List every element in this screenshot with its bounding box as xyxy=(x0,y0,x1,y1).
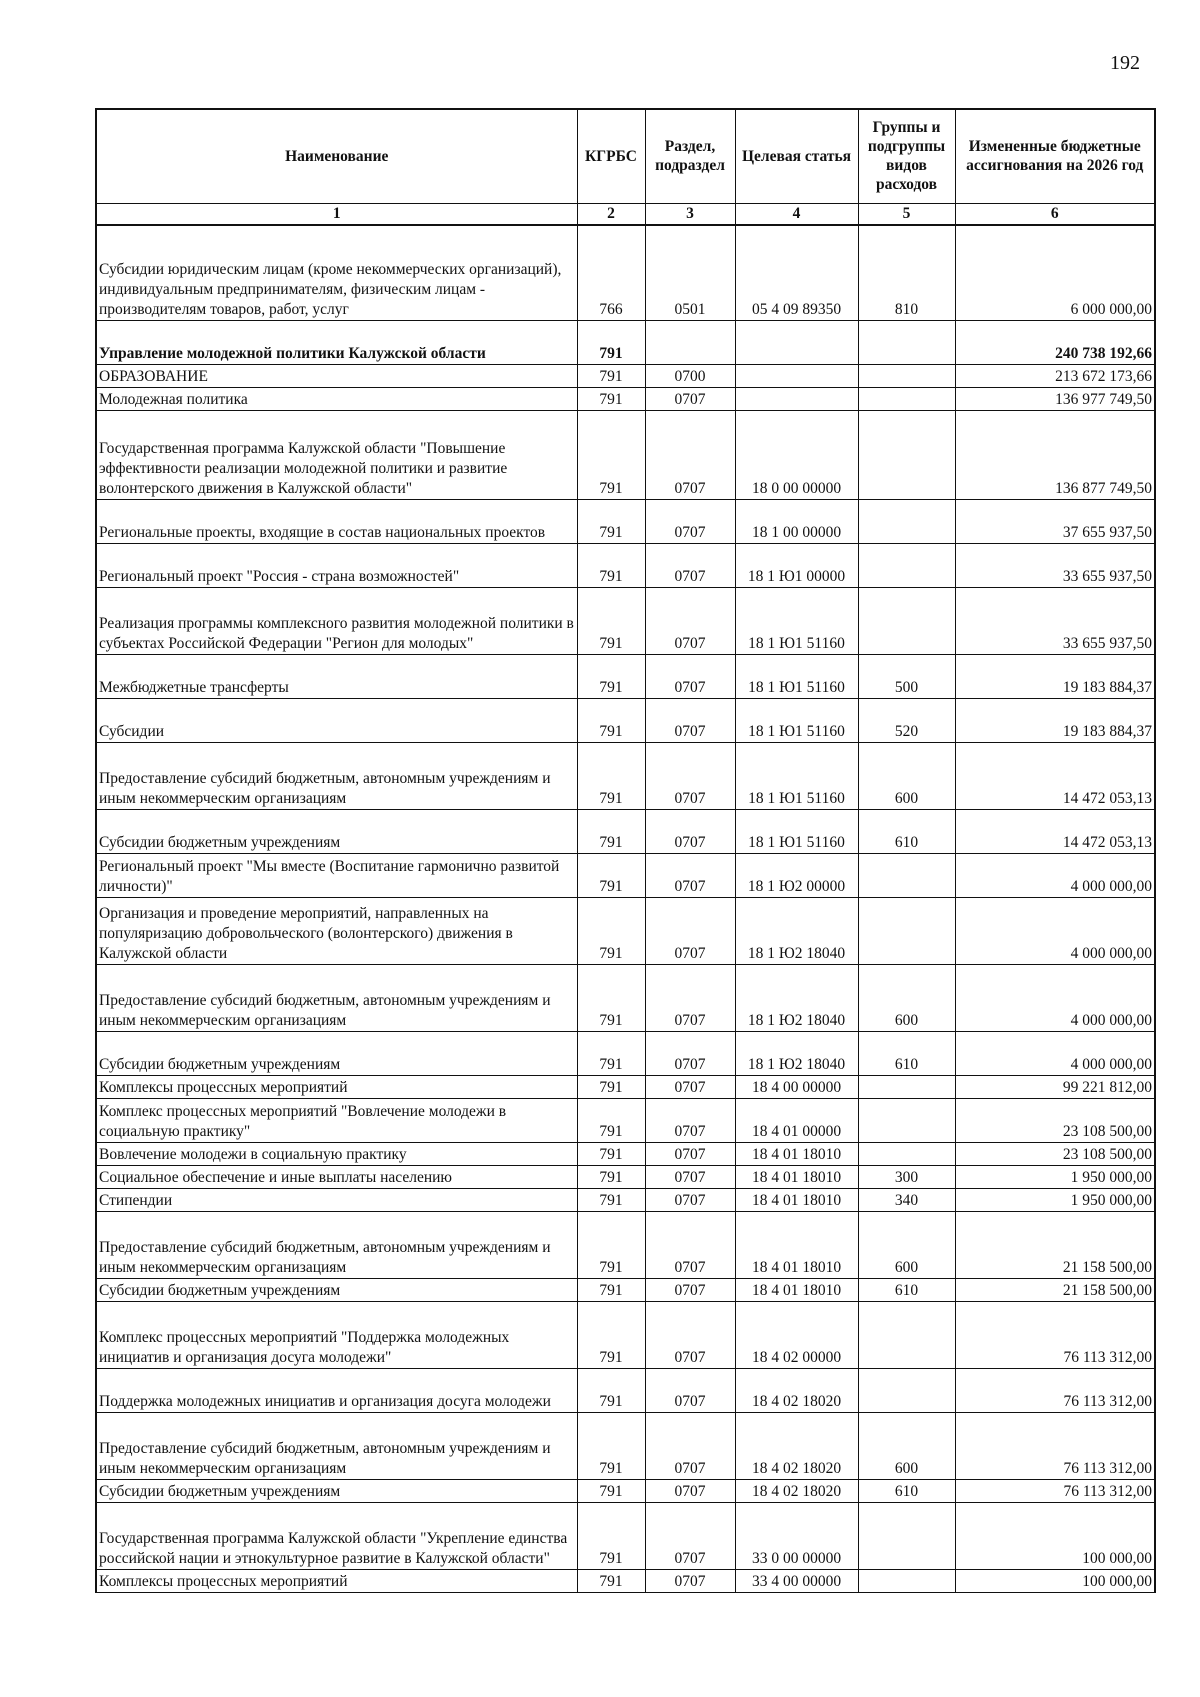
row-amount: 136 877 749,50 xyxy=(955,411,1155,500)
row-target: 18 4 01 18010 xyxy=(735,1189,858,1212)
row-name: Социальное обеспечение и иные выплаты населению xyxy=(96,1166,577,1189)
row-target: 18 4 01 18010 xyxy=(735,1166,858,1189)
table-row xyxy=(96,1166,1155,1189)
row-target: 18 4 02 18020 xyxy=(735,1480,858,1503)
row-section: 0707 xyxy=(645,1302,735,1369)
row-amount: 213 672 173,66 xyxy=(955,365,1155,388)
row-amount: 76 113 312,00 xyxy=(955,1413,1155,1480)
row-amount: 33 655 937,50 xyxy=(955,588,1155,655)
row-amount: 21 158 500,00 xyxy=(955,1212,1155,1279)
row-kgrbs: 791 xyxy=(577,388,645,411)
row-name: Государственная программа Калужской области "Укрепление единства российской нации и этнокультурное развитие в Калужской области" xyxy=(96,1503,577,1570)
row-name: Предоставление субсидий бюджетным, автономным учреждениям и иным некоммерческим организациям xyxy=(96,1212,577,1279)
row-name: Региональный проект "Россия - страна возможностей" xyxy=(96,544,577,588)
row-section: 0707 xyxy=(645,965,735,1032)
row-kgrbs: 791 xyxy=(577,898,645,965)
row-amount: 76 113 312,00 xyxy=(955,1302,1155,1369)
row-kgrbs: 791 xyxy=(577,1302,645,1369)
table-row xyxy=(96,1302,1155,1369)
row-section: 0707 xyxy=(645,588,735,655)
row-kgrbs: 791 xyxy=(577,854,645,898)
row-group xyxy=(858,1099,955,1143)
row-amount: 1 950 000,00 xyxy=(955,1189,1155,1212)
col-number: 2 xyxy=(577,203,645,225)
row-kgrbs: 791 xyxy=(577,1480,645,1503)
row-target: 18 4 01 00000 xyxy=(735,1099,858,1143)
row-group: 500 xyxy=(858,655,955,699)
row-section: 0707 xyxy=(645,500,735,544)
row-group: 610 xyxy=(858,1480,955,1503)
row-kgrbs: 791 xyxy=(577,1212,645,1279)
row-kgrbs: 791 xyxy=(577,544,645,588)
row-name: Комплекс процессных мероприятий "Поддержка молодежных инициатив и организация досуга молодежи" xyxy=(96,1302,577,1369)
row-group xyxy=(858,1369,955,1413)
table-row xyxy=(96,1143,1155,1166)
row-kgrbs: 791 xyxy=(577,500,645,544)
row-section: 0707 xyxy=(645,1143,735,1166)
row-group: 600 xyxy=(858,1212,955,1279)
header-kgrbs: КГРБС xyxy=(577,109,645,203)
row-target: 18 1 Ю1 51160 xyxy=(735,588,858,655)
row-amount: 4 000 000,00 xyxy=(955,898,1155,965)
row-section: 0707 xyxy=(645,743,735,810)
row-target: 18 1 Ю1 51160 xyxy=(735,655,858,699)
row-target xyxy=(735,365,858,388)
row-amount: 1 950 000,00 xyxy=(955,1166,1155,1189)
row-kgrbs: 791 xyxy=(577,1143,645,1166)
row-section: 0707 xyxy=(645,1369,735,1413)
row-name: Предоставление субсидий бюджетным, автономным учреждениям и иным некоммерческим организациям xyxy=(96,743,577,810)
row-section: 0707 xyxy=(645,1413,735,1480)
table-row xyxy=(96,1032,1155,1076)
col-number: 1 xyxy=(96,203,577,225)
row-section: 0707 xyxy=(645,1570,735,1593)
row-group: 810 xyxy=(858,225,955,321)
table-row xyxy=(96,1570,1155,1593)
table-row xyxy=(96,1189,1155,1212)
row-kgrbs: 791 xyxy=(577,365,645,388)
row-name: Поддержка молодежных инициатив и организация досуга молодежи xyxy=(96,1369,577,1413)
row-name: Предоставление субсидий бюджетным, автономным учреждениям и иным некоммерческим организациям xyxy=(96,965,577,1032)
row-group: 300 xyxy=(858,1166,955,1189)
row-kgrbs: 791 xyxy=(577,1413,645,1480)
row-kgrbs: 791 xyxy=(577,411,645,500)
row-kgrbs: 791 xyxy=(577,1032,645,1076)
row-target: 18 1 Ю2 18040 xyxy=(735,1032,858,1076)
row-name: Комплексы процессных мероприятий xyxy=(96,1570,577,1593)
row-kgrbs: 791 xyxy=(577,1279,645,1302)
row-group xyxy=(858,365,955,388)
row-group: 610 xyxy=(858,1032,955,1076)
row-section: 0707 xyxy=(645,1189,735,1212)
row-name: Комплексы процессных мероприятий xyxy=(96,1076,577,1099)
table-row xyxy=(96,965,1155,1032)
row-kgrbs: 766 xyxy=(577,225,645,321)
row-target: 18 4 02 18020 xyxy=(735,1369,858,1413)
row-kgrbs: 791 xyxy=(577,588,645,655)
table-row xyxy=(96,225,1155,321)
row-group: 610 xyxy=(858,1279,955,1302)
row-group xyxy=(858,1076,955,1099)
row-kgrbs: 791 xyxy=(577,1189,645,1212)
header-target: Целевая статья xyxy=(735,109,858,203)
row-amount: 19 183 884,37 xyxy=(955,655,1155,699)
row-section: 0707 xyxy=(645,854,735,898)
table-row xyxy=(96,588,1155,655)
row-kgrbs: 791 xyxy=(577,1166,645,1189)
row-amount: 14 472 053,13 xyxy=(955,810,1155,854)
table-row xyxy=(96,810,1155,854)
row-group xyxy=(858,1570,955,1593)
table-row xyxy=(96,1099,1155,1143)
row-name: Региональные проекты, входящие в состав национальных проектов xyxy=(96,500,577,544)
row-kgrbs: 791 xyxy=(577,1570,645,1593)
table-row xyxy=(96,1369,1155,1413)
row-name: Вовлечение молодежи в социальную практику xyxy=(96,1143,577,1166)
row-target: 18 1 Ю2 18040 xyxy=(735,965,858,1032)
row-target: 18 1 Ю1 00000 xyxy=(735,544,858,588)
row-name: Субсидии бюджетным учреждениям xyxy=(96,1279,577,1302)
row-section: 0707 xyxy=(645,1212,735,1279)
row-name: Субсидии бюджетным учреждениям xyxy=(96,810,577,854)
row-group xyxy=(858,854,955,898)
row-section: 0707 xyxy=(645,810,735,854)
row-name: Стипендии xyxy=(96,1189,577,1212)
col-number: 3 xyxy=(645,203,735,225)
table-row xyxy=(96,544,1155,588)
row-amount: 136 977 749,50 xyxy=(955,388,1155,411)
row-amount: 23 108 500,00 xyxy=(955,1099,1155,1143)
row-name: Комплекс процессных мероприятий "Вовлечение молодежи в социальную практику" xyxy=(96,1099,577,1143)
row-kgrbs: 791 xyxy=(577,699,645,743)
row-section: 0707 xyxy=(645,1279,735,1302)
row-amount: 19 183 884,37 xyxy=(955,699,1155,743)
row-target: 18 1 Ю2 18040 xyxy=(735,898,858,965)
row-target: 33 0 00 00000 xyxy=(735,1503,858,1570)
row-kgrbs: 791 xyxy=(577,1099,645,1143)
row-target: 33 4 00 00000 xyxy=(735,1570,858,1593)
row-amount: 37 655 937,50 xyxy=(955,500,1155,544)
row-target: 05 4 09 89350 xyxy=(735,225,858,321)
row-group xyxy=(858,588,955,655)
row-name: Реализация программы комплексного развития молодежной политики в субъектах Российской Федерации "Регион для молодых" xyxy=(96,588,577,655)
row-group: 600 xyxy=(858,743,955,810)
table-row xyxy=(96,1480,1155,1503)
row-amount: 100 000,00 xyxy=(955,1570,1155,1593)
row-amount: 14 472 053,13 xyxy=(955,743,1155,810)
table-row xyxy=(96,388,1155,411)
row-group: 520 xyxy=(858,699,955,743)
row-amount: 99 221 812,00 xyxy=(955,1076,1155,1099)
header-name: Наименование xyxy=(96,109,577,203)
row-amount: 23 108 500,00 xyxy=(955,1143,1155,1166)
header-section: Раздел, подраздел xyxy=(645,109,735,203)
row-amount: 76 113 312,00 xyxy=(955,1369,1155,1413)
header-amount: Измененные бюджетные ассигнования на 2026 год xyxy=(955,109,1155,203)
row-kgrbs: 791 xyxy=(577,1369,645,1413)
row-section: 0707 xyxy=(645,1166,735,1189)
row-group xyxy=(858,500,955,544)
row-name: Субсидии бюджетным учреждениям xyxy=(96,1032,577,1076)
row-target xyxy=(735,388,858,411)
row-section: 0707 xyxy=(645,544,735,588)
row-name: Субсидии бюджетным учреждениям xyxy=(96,1480,577,1503)
row-target: 18 4 02 18020 xyxy=(735,1413,858,1480)
row-kgrbs: 791 xyxy=(577,965,645,1032)
row-group xyxy=(858,1302,955,1369)
row-group: 600 xyxy=(858,1413,955,1480)
row-target: 18 4 02 00000 xyxy=(735,1302,858,1369)
table-row xyxy=(96,1212,1155,1279)
row-section: 0707 xyxy=(645,388,735,411)
row-group xyxy=(858,544,955,588)
row-name: Региональный проект "Мы вместе (Воспитание гармонично развитой личности)" xyxy=(96,854,577,898)
row-amount: 4 000 000,00 xyxy=(955,854,1155,898)
row-amount: 240 738 192,66 xyxy=(955,321,1155,365)
row-name: Межбюджетные трансферты xyxy=(96,655,577,699)
row-target: 18 4 00 00000 xyxy=(735,1076,858,1099)
row-group xyxy=(858,411,955,500)
row-section: 0707 xyxy=(645,699,735,743)
row-section: 0707 xyxy=(645,1503,735,1570)
table-row xyxy=(96,1413,1155,1480)
table-row xyxy=(96,655,1155,699)
row-target: 18 1 Ю1 51160 xyxy=(735,699,858,743)
row-kgrbs: 791 xyxy=(577,1076,645,1099)
row-section: 0501 xyxy=(645,225,735,321)
row-kgrbs: 791 xyxy=(577,743,645,810)
col-number: 6 xyxy=(955,203,1155,225)
row-section: 0707 xyxy=(645,1099,735,1143)
table-row xyxy=(96,411,1155,500)
row-section: 0707 xyxy=(645,1076,735,1099)
col-number: 5 xyxy=(858,203,955,225)
row-group xyxy=(858,898,955,965)
row-amount: 33 655 937,50 xyxy=(955,544,1155,588)
row-kgrbs: 791 xyxy=(577,1503,645,1570)
row-name: Молодежная политика xyxy=(96,388,577,411)
col-number: 4 xyxy=(735,203,858,225)
row-section: 0707 xyxy=(645,1480,735,1503)
row-kgrbs: 791 xyxy=(577,810,645,854)
row-target: 18 1 Ю1 51160 xyxy=(735,810,858,854)
table-row xyxy=(96,500,1155,544)
row-target: 18 0 00 00000 xyxy=(735,411,858,500)
row-section: 0700 xyxy=(645,365,735,388)
table-row xyxy=(96,699,1155,743)
row-section: 0707 xyxy=(645,1032,735,1076)
row-target: 18 4 01 18010 xyxy=(735,1279,858,1302)
row-target xyxy=(735,321,858,365)
row-name: Субсидии xyxy=(96,699,577,743)
row-name: Организация и проведение мероприятий, направленных на популяризацию добровольческого (волонтерского) движения в Калужской области xyxy=(96,898,577,965)
row-amount: 76 113 312,00 xyxy=(955,1480,1155,1503)
row-section: 0707 xyxy=(645,898,735,965)
row-group xyxy=(858,388,955,411)
row-name: ОБРАЗОВАНИЕ xyxy=(96,365,577,388)
table-row xyxy=(96,743,1155,810)
row-amount: 4 000 000,00 xyxy=(955,1032,1155,1076)
row-amount: 21 158 500,00 xyxy=(955,1279,1155,1302)
row-section: 0707 xyxy=(645,411,735,500)
row-kgrbs: 791 xyxy=(577,321,645,365)
table-row xyxy=(96,1279,1155,1302)
row-amount: 4 000 000,00 xyxy=(955,965,1155,1032)
row-name: Предоставление субсидий бюджетным, автономным учреждениям и иным некоммерческим организациям xyxy=(96,1413,577,1480)
table-row xyxy=(96,321,1155,365)
row-name: Субсидии юридическим лицам (кроме некоммерческих организаций), индивидуальным предпринимателям, физическим лицам - производителям товаров, работ, услуг xyxy=(96,225,577,321)
row-section xyxy=(645,321,735,365)
row-group: 610 xyxy=(858,810,955,854)
row-group: 600 xyxy=(858,965,955,1032)
row-amount: 6 000 000,00 xyxy=(955,225,1155,321)
row-group: 340 xyxy=(858,1189,955,1212)
table-row xyxy=(96,1503,1155,1570)
row-group xyxy=(858,1143,955,1166)
budget-table xyxy=(95,108,1156,1593)
table-row xyxy=(96,898,1155,965)
row-group xyxy=(858,1503,955,1570)
page-number: 192 xyxy=(1110,52,1140,74)
row-name: Управление молодежной политики Калужской области xyxy=(96,321,577,365)
row-kgrbs: 791 xyxy=(577,655,645,699)
row-group xyxy=(858,321,955,365)
row-name: Государственная программа Калужской области "Повышение эффективности реализации молодежной политики и развитие волонтерского движения в Калужской области" xyxy=(96,411,577,500)
row-target: 18 1 Ю1 51160 xyxy=(735,743,858,810)
table-row xyxy=(96,1076,1155,1099)
row-target: 18 1 Ю2 00000 xyxy=(735,854,858,898)
row-target: 18 1 00 00000 xyxy=(735,500,858,544)
row-section: 0707 xyxy=(645,655,735,699)
row-amount: 100 000,00 xyxy=(955,1503,1155,1570)
row-target: 18 4 01 18010 xyxy=(735,1143,858,1166)
table-row xyxy=(96,365,1155,388)
row-target: 18 4 01 18010 xyxy=(735,1212,858,1279)
header-groups: Группы и подгруппы видов расходов xyxy=(858,109,955,203)
table-row xyxy=(96,854,1155,898)
